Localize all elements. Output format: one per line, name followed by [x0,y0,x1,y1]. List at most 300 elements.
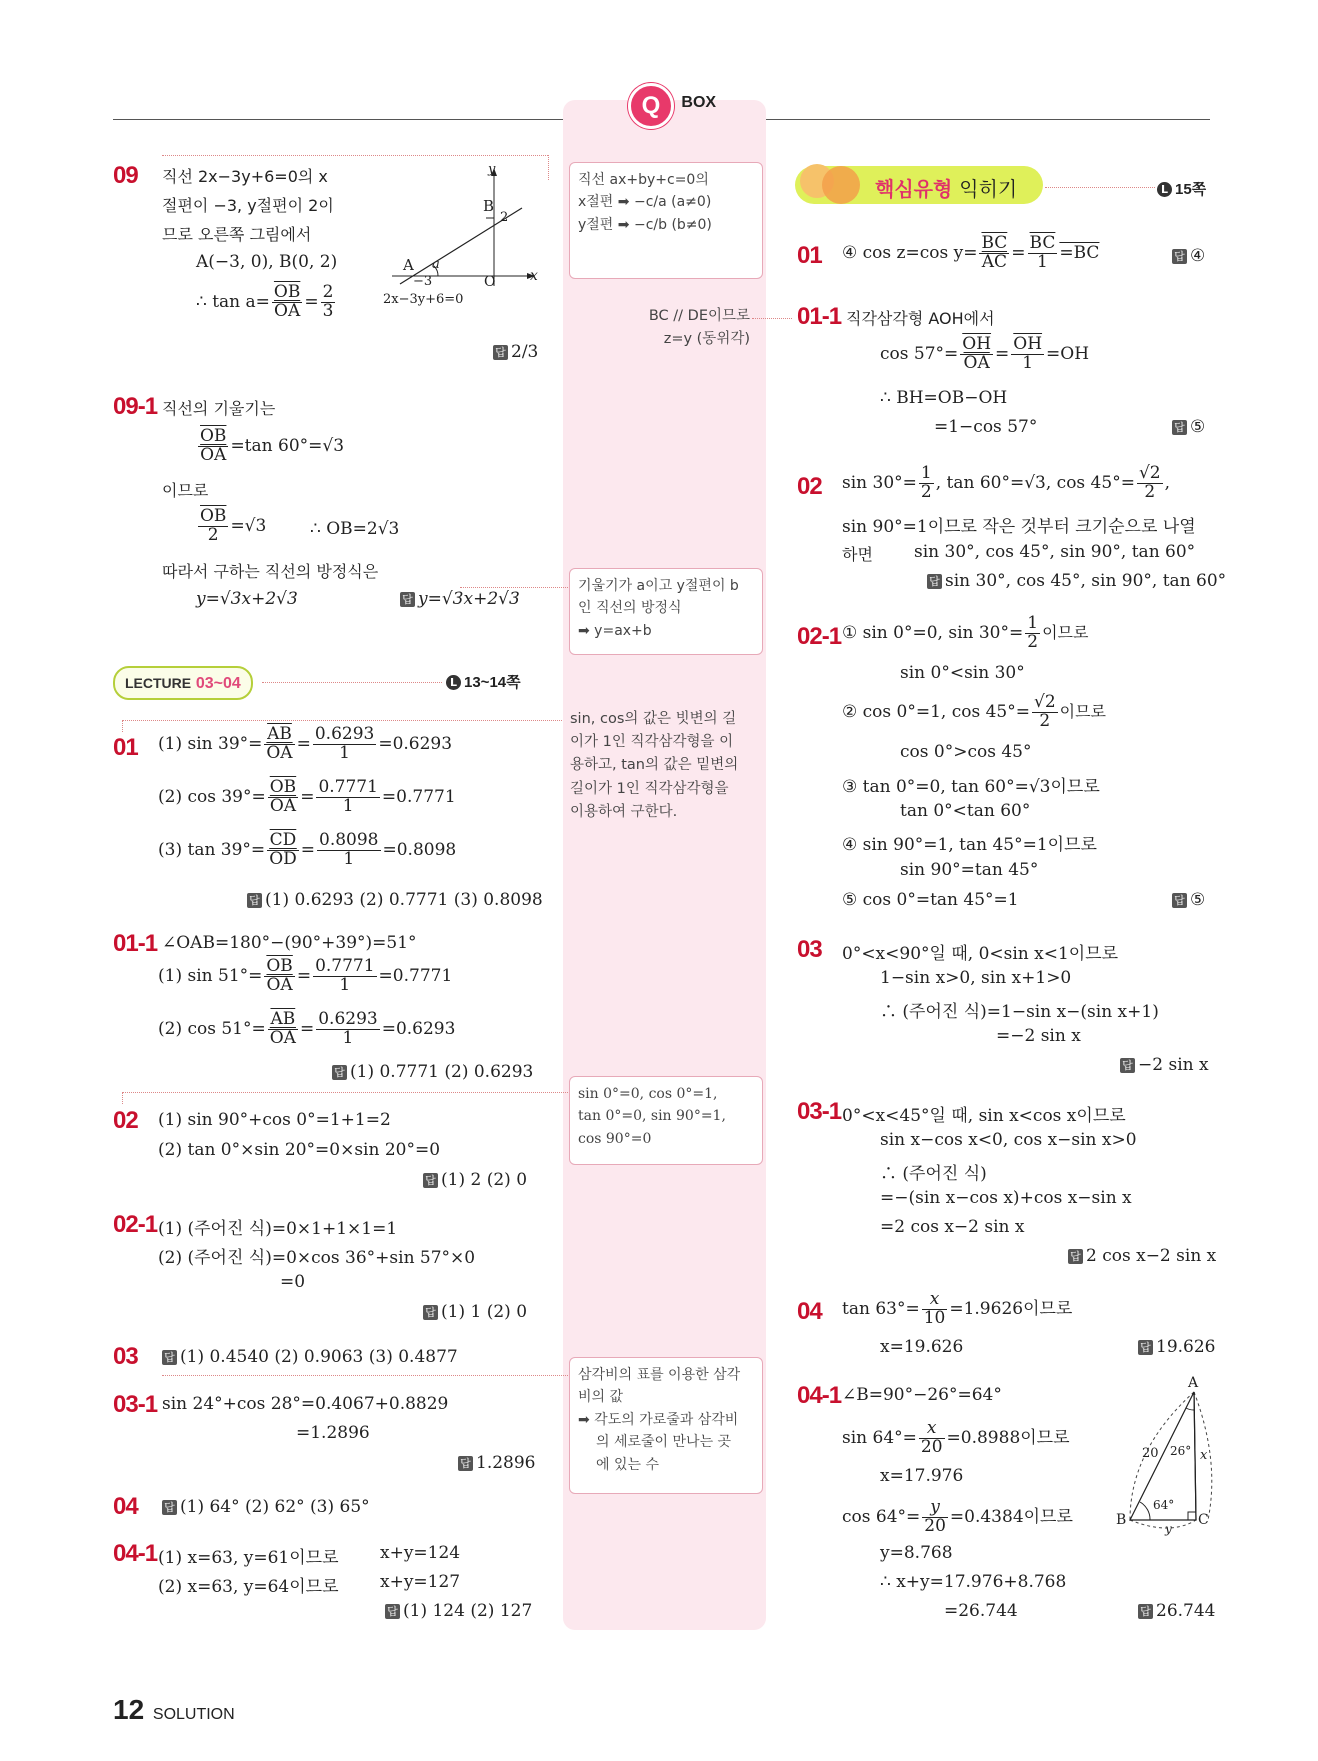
problem-num-09: 09 [113,162,138,189]
r011-oh: $\overline{OH}$ [962,334,992,354]
r011-oh-oa [960,336,993,373]
p01-a: (1) sin 39°= $\frac{\overline{AB}}{OA}$ = $\frac{0.6293}{1}$ =0.6293 [158,724,453,763]
p01-oa: OA [266,742,293,763]
p011-ob: $\overline{OB}$ [266,956,293,976]
graph-x-label: x [530,268,538,284]
p011-oa: OA [266,974,293,995]
connector-02 [122,1092,568,1093]
p01-v2-1 [316,779,379,816]
p09-line5 [196,284,337,321]
connector-01-v [122,720,123,732]
r02-sq2: √2 [1138,463,1161,483]
r03-answer-value: −2 sin x [1138,1055,1209,1075]
note3-line2: 인 직선의 방정식 [578,600,682,617]
p011-v2-1 [316,1011,379,1048]
p021-line3: =0 [280,1272,306,1292]
answer-icon: 답 [493,345,508,360]
r041-twenty: 20 [920,1436,943,1457]
note4-line1: sin, cos의 값은 빗변의 길 [570,711,737,727]
r01-bc: $\overline{BC}$ [981,233,1008,253]
p091-ob: $\overline{OB}$ [200,426,227,446]
graph-origin: O [484,274,496,290]
r041-line4: ∴ x+y=17.976+8.768 [880,1572,1067,1592]
problem-num-02-1-right: 02-1 [797,623,842,650]
r02-line3a: 하면 [842,545,873,564]
note5-line3: cos 90°=0 [578,1130,652,1147]
problem-num-04-right: 04 [797,1298,822,1325]
core-pages [1157,178,1206,199]
p021-answer-value: (1) 1 (2) 0 [441,1302,528,1322]
p091-frac2 [196,508,266,545]
note2-line1: BC // DE이므로 [648,308,750,324]
p031-answer [458,1453,535,1473]
r02-two2: 2 [1144,481,1156,502]
p021-answer [423,1302,527,1322]
note3-line3: ➡ y=ax+b [578,622,652,639]
p09-eq: = [304,291,319,312]
r021-b2: cos 0°>cos 45° [900,742,1032,762]
r011-oh-1 [1011,336,1044,373]
p01-cd-od [267,832,299,869]
tri-x: x [1200,1448,1208,1463]
qbox-label: BOX [681,94,717,111]
p01-one-b: 1 [342,795,354,816]
note1-line3: y절편 ➡ −c/b (b≠0) [578,216,712,233]
answer-icon: 답 [458,1456,473,1471]
answer-icon: 답 [385,1604,400,1619]
tri-side-20: 20 [1142,1446,1159,1461]
answer-icon: 답 [1172,249,1187,264]
answer-icon: 답 [1120,1058,1135,1073]
p091-ob-2 [198,508,228,545]
p091-line2: 이므로 [162,481,209,500]
r03-line4: =−2 sin x [996,1026,1081,1046]
r011-answer [1172,417,1205,437]
r01-bc-1 [1028,235,1058,272]
r041-line1: ∠B=90°−26°=64° [842,1385,1002,1405]
connector-01 [122,720,562,721]
p01-v3-1 [317,832,380,869]
r02-line3b: sin 30°, cos 45°, sin 90°, tan 60° [914,542,1196,562]
r041-cos-label: cos 64°= [842,1506,921,1527]
footer-page-number: 12 [113,1694,145,1725]
r041-x: x [919,1420,945,1439]
answer-icon: 답 [247,893,262,908]
p041-line1a: (1) x=63, y=61이므로 [158,1548,339,1568]
problem-num-03-1-right: 03-1 [797,1098,842,1125]
answer-icon: 답 [423,1305,438,1320]
note6-line4: 의 세로줄이 만나는 곳 [596,1434,732,1451]
r04-x-10 [922,1291,948,1328]
r021-e: ⑤ cos 0°=tan 45°=1 [842,890,1019,910]
r041-sin-tail: =0.8988이므로 [946,1427,1070,1448]
p011-v2: 0.6293 [318,1009,378,1029]
p011-a-label: (1) sin 51°= [158,965,263,986]
note6-line5: 에 있는 수 [596,1456,659,1473]
r021-one: 1 [1027,613,1039,633]
p09-answer [493,342,538,362]
note1-line1: 직선 ax+by+c=0의 [578,172,709,188]
p09-line1: 직선 2x−3y+6=0의 x [162,167,328,186]
p011-answer [332,1062,533,1082]
tri-angle-64: 64° [1153,1498,1175,1512]
answer-icon: 답 [1138,1340,1153,1355]
p091-frac1 [196,428,344,465]
p01-ab: $\overline{AB}$ [264,726,294,745]
p091-ob-result: ∴ OB=2√3 [310,519,400,539]
lecture-badge [113,666,253,700]
p011-ab: $\overline{AB}$ [268,1011,298,1030]
p011-ab-oa [268,1011,298,1048]
note4-line5: 이용하여 구한다. [570,803,678,820]
r021-sq2: √2 [1033,692,1056,712]
r011-line1: 직각삼각형 AOH에서 [846,309,995,328]
p04-line1 [162,1497,370,1517]
p01-b-label: (2) cos 39°= [158,786,266,807]
r04-answer [1138,1337,1215,1357]
r041-twenty2: 20 [924,1515,946,1536]
r041-y: y [922,1499,948,1518]
answer-icon: 답 [162,1500,177,1515]
p03-line1 [162,1347,458,1367]
p01-ob: $\overline{OB}$ [269,777,297,797]
p011-r1: =0.7771 [378,965,453,986]
qbox-note-line-equation [569,568,763,655]
r021-sqrt2-2 [1032,694,1058,731]
p02-answer [423,1170,527,1190]
p021-line2: (2) (주어진 식)=0×cos 36°+sin 57°×0 [158,1248,476,1268]
qbox-note-table [569,1357,763,1494]
p09-line2: 절편이 −3, y절편이 2이 [162,196,334,215]
p091-two: 2 [207,524,219,545]
p011-b: (2) cos 51°= $\frac{\overline{AB}}{OA}$ = $\frac{0.6293}{1}$ =0.6293 [158,1009,456,1048]
r02-two: 2 [920,481,932,502]
problem-num-03-1-left: 03-1 [113,1391,158,1418]
p011-answer-value: (1) 0.7771 (2) 0.6293 [350,1062,534,1082]
footer [113,1694,235,1726]
answer-icon: 답 [423,1173,438,1188]
qbox-note-parallel [634,305,750,351]
r01-bc-ac [979,235,1009,272]
p01-od: OD [269,848,297,869]
p01-one-a: 1 [339,742,350,763]
p01-ob-oa [268,779,298,816]
r041-cos [842,1499,1073,1536]
p011-v1-1 [313,958,376,995]
r04-answer-value: 19.626 [1156,1337,1216,1357]
p01-one-c: 1 [343,848,355,869]
r031-answer-value: 2 cos x−2 sin x [1086,1246,1217,1266]
answer-icon: 답 [1138,1604,1153,1619]
p031-line1: sin 24°+cos 28°=0.4067+0.8829 [162,1394,449,1414]
core-title-b: 익히기 [959,177,1018,201]
p01-v2: 0.7771 [318,777,378,797]
answer-icon: 답 [332,1065,347,1080]
r011-oh2: $\overline{OH}$ [1013,334,1043,354]
graph-angle-a: a [432,257,440,272]
r03-line1: 0°<x<90°일 때, 0<sin x<1이므로 [842,944,1119,964]
p011-ob-oa [264,958,294,995]
connector-09 [162,155,548,156]
p091-oa: OA [200,444,227,465]
problem-num-09-1: 09-1 [113,393,158,420]
r031-answer [1068,1246,1216,1266]
p01-r3: =0.8098 [382,839,457,860]
core-dots [1045,187,1155,188]
lecture-pages [446,671,521,692]
r041-x-20 [919,1420,945,1457]
r041-cos-tail: =0.4384이므로 [949,1506,1073,1527]
lecture-dots [262,682,442,683]
p01-v1: 0.6293 [314,724,375,744]
r01-line: ④ cos z=cos y= $\frac{\overline{BC}}{AC}$ = $\frac{\overline{BC}}{1}$ =BC [842,233,1100,272]
r041-line5: =26.744 [944,1601,1018,1621]
note6-line2: 비의 값 [578,1389,624,1406]
problem-num-02-1-left: 02-1 [113,1211,158,1238]
p031-answer-value: 1.2896 [476,1453,536,1473]
r011-oa: OA [963,352,990,373]
r02-sqrt2-2 [1137,465,1163,502]
note4-line4: 길이가 1인 직각삼각형을 [570,780,729,797]
connector-09-v [548,155,549,180]
answer-icon: 답 [927,574,942,589]
note6-line3: ➡ 각도의 가로줄과 삼각비 [578,1411,739,1428]
p09-frac-ob-oa [272,284,302,321]
connector-r011 [752,318,792,319]
r04-label: tan 63°= [842,1298,920,1319]
r01-label: ④ cos z=cos y= [842,242,978,263]
r011-cos: cos 57°= $\frac{\overline{OH}}{OA}$ = $\frac{\overline{OH}}{1}$ =OH [880,334,1090,373]
p041-line2b: x+y=127 [380,1572,461,1592]
p01-v3: 0.8098 [319,830,379,850]
answer-icon: 답 [1172,893,1187,908]
answer-icon: 답 [1068,1249,1083,1264]
r011-line3: =1−cos 57° [934,417,1038,437]
r031-line4: =−(sin x−cos x)+cos x−sin x [880,1188,1132,1208]
p01-r1: =0.6293 [378,733,453,754]
r04-line2: x=19.626 [880,1337,964,1357]
r04-ten: 10 [923,1307,946,1328]
qbox-header [628,83,716,129]
p09-answer-value: 2/3 [511,342,539,362]
r021-a2: sin 0°<sin 30° [900,663,1025,683]
r021-two: 2 [1027,631,1039,652]
graph-two: 2 [500,210,509,225]
p011-a: (1) sin 51°= $\frac{\overline{OB}}{OA}$ = $\frac{0.7771}{1}$ =0.7771 [158,956,453,995]
r01-result: =BC [1059,242,1100,263]
p021-line1: (1) (주어진 식)=0×1+1×1=1 [158,1219,398,1239]
r011-answer-value: ⑤ [1190,417,1206,437]
p091-answer [400,589,520,609]
core-title-a: 핵심유형 [875,177,953,201]
p011-one-b: 1 [342,1027,354,1048]
p091-tan60: =tan 60°=√3 [230,435,345,456]
tri-angle-26: 26° [1170,1444,1192,1458]
r02-line1 [842,465,1170,502]
r04-line1 [842,1291,1072,1328]
lecture-range: 03~04 [195,675,241,692]
problem-num-03-left: 03 [113,1343,138,1370]
r031-line3: ∴ (주어진 식) [880,1164,987,1184]
connector-091 [460,587,568,588]
p091-equation: y=√3x+2√3 [196,589,298,609]
note2-line2: z=y (동위각) [663,331,750,348]
p01-answer-value: (1) 0.6293 (2) 0.7771 (3) 0.8098 [265,890,543,910]
core-pages-text: 15쪽 [1175,181,1207,198]
answer-icon: 답 [400,592,415,607]
r021-a [842,615,1088,652]
p09-two: 2 [322,282,334,302]
problem-num-02-right: 02 [797,473,822,500]
connector-02-v [122,1092,123,1104]
p041-answer-value: (1) 124 (2) 127 [403,1601,533,1621]
r01-answer-value: ④ [1190,246,1206,266]
r021-answer-value: ⑤ [1190,890,1206,910]
problem-num-03-right: 03 [797,936,822,963]
r02-tan60-cos45: , tan 60°=√3, cos 45°= [935,472,1135,493]
core-title [875,173,1017,202]
r04-x: x [922,1291,948,1310]
problem-num-04-1-left: 04-1 [113,1540,158,1567]
p09-tan-label: ∴ tan a= [196,291,270,312]
r041-line3: y=8.768 [880,1543,953,1563]
core-header-circle-2 [822,166,860,204]
p091-ob-oa [198,428,228,465]
problem-num-01-left: 01 [113,734,138,761]
p091-line3: 따라서 구하는 직선의 방정식은 [162,562,379,581]
r02-half [919,465,934,502]
p09-line4: A(−3, 0), B(0, 2) [196,252,338,272]
p02-line2: (2) tan 0°×sin 20°=0×sin 20°=0 [158,1140,441,1160]
p01-oa2: OA [269,795,297,816]
p01-ab-oa [264,726,294,763]
p01-cd: $\overline{CD}$ [267,832,299,851]
r021-answer [1172,890,1205,910]
r02-one: 1 [920,463,932,483]
p011-v1: 0.7771 [315,956,375,976]
r011-result: =OH [1046,343,1090,364]
p02-line1: (1) sin 90°+cos 0°=1+1=2 [158,1110,391,1130]
r021-a-label: ① sin 0°=0, sin 30°= [842,622,1024,643]
r011-one: 1 [1022,352,1034,373]
r041-sin-label: sin 64°= [842,1427,917,1448]
r031-line1: 0°<x<45°일 때, sin x<cos x이므로 [842,1106,1126,1126]
connector-03 [162,1375,568,1376]
page-ref-icon: L [1157,182,1172,197]
r021-two2: 2 [1039,710,1051,731]
footer-label: SOLUTION [152,1706,235,1723]
r02-line2: sin 90°=1이므로 작은 것부터 크기순으로 나열 [842,517,1196,537]
problem-num-04-left: 04 [113,1493,138,1520]
p041-line2a: (2) x=63, y=64이므로 [158,1577,339,1597]
p02-answer-value: (1) 2 (2) 0 [441,1170,528,1190]
p091-sqrt3: =√3 [230,515,267,536]
p091-ob2: $\overline{OB}$ [200,506,227,526]
answer-icon: 답 [1172,420,1187,435]
r021-half [1025,615,1040,652]
problem-num-02-left: 02 [113,1107,138,1134]
p04-answer-value: (1) 64° (2) 62° (3) 65° [180,1497,370,1517]
page-ref-icon: L [446,675,461,690]
r01-answer [1172,246,1205,266]
p01-b: (2) cos 39°= $\frac{\overline{OB}}{OA}$ = $\frac{0.7771}{1}$ =0.7771 [158,777,456,816]
graph-eq: 2x−3y+6=0 [383,292,464,307]
lecture-pages-text: 13~14쪽 [464,674,521,691]
note1-line2: x절편 ➡ −c/a (a≠0) [578,194,712,211]
tri-y: y [1165,1522,1172,1536]
p011-line1: ∠OAB=180°−(90°+39°)=51° [162,933,417,953]
r021-a-tail: 이므로 [1042,622,1089,642]
problem-num-01-right: 01 [797,242,822,269]
p01-a-label: (1) sin 39°= [158,733,263,754]
qbox-note-special-values [569,1076,763,1165]
p041-answer [385,1601,532,1621]
r041-answer-value: 26.744 [1156,1601,1216,1621]
p091-answer-value: y=√3x+2√3 [418,589,520,609]
r03-answer [1120,1055,1209,1075]
r021-c: ③ tan 0°=0, tan 60°=√3이므로 [842,777,1100,797]
note4-line3: 용하고, tan의 값은 밑변의 [570,757,739,774]
tri-a: A [1188,1375,1199,1391]
tri-b: B [1116,1512,1127,1528]
p011-b-label: (2) cos 51°= [158,1018,266,1039]
graph-point-b: B [483,197,495,215]
note6-line1: 삼각비의 표를 이용한 삼각 [578,1367,741,1383]
p09-ob: $\overline{OB}$ [273,282,301,302]
p09-frac-2-3 [321,284,336,321]
r04-tail: =1.9626이므로 [949,1298,1073,1319]
graph-minus3: −3 [413,274,433,289]
r021-b [842,694,1106,731]
p01-answer [247,890,543,910]
r041-answer [1138,1601,1215,1621]
qbox-note-intercepts [569,162,763,279]
r02-comma: , [1164,472,1170,493]
r03-line3: ∴ (주어진 식)=1−sin x−(sin x+1) [880,1002,1159,1022]
r011-label: cos 57°= [880,343,959,364]
p01-c: (3) tan 39°= $\frac{\overline{CD}}{OD}$ = $\frac{0.8098}{1}$ =0.8098 [158,830,457,869]
note5-line2: tan 0°=0, sin 90°=1, [578,1108,726,1125]
r021-d: ④ sin 90°=1, tan 45°=1이므로 [842,835,1097,855]
r03-line2: 1−sin x>0, sin x+1>0 [880,968,1072,988]
r01-bc2: $\overline{BC}$ [1029,233,1056,253]
r02-answer-value: sin 30°, cos 45°, sin 90°, tan 60° [945,571,1227,591]
r01-ac: AC [981,251,1008,272]
answer-icon: 답 [162,1350,177,1365]
r021-c2: tan 0°<tan 60° [900,801,1031,821]
r031-line2: sin x−cos x<0, cos x−sin x>0 [880,1130,1137,1150]
r041-sin [842,1420,1070,1457]
lecture-prefix: LECTURE [125,675,192,691]
p01-v1-1 [313,726,376,763]
r02-sin30: sin 30°= [842,472,917,493]
r021-b-label: ② cos 0°=1, cos 45°= [842,701,1030,722]
r041-line2: x=17.976 [880,1466,964,1486]
problem-num-04-1-right: 04-1 [797,1382,842,1409]
p031-line2: =1.2896 [296,1423,370,1443]
r011-line2: ∴ BH=OB−OH [880,388,1008,408]
r021-b-tail: 이므로 [1059,701,1107,721]
p03-answer-value: (1) 0.4540 (2) 0.9063 (3) 0.4877 [180,1347,458,1367]
p011-oa2: OA [269,1027,296,1048]
p09-oa: OA [274,300,301,321]
r01-one: 1 [1037,251,1048,272]
note4-line2: 이가 1인 직각삼각형을 이 [570,734,734,751]
note5-line1: sin 0°=0, cos 0°=1, [578,1086,718,1102]
qbox-note-sin-cos [570,708,755,824]
problem-num-01-1-right: 01-1 [797,303,842,330]
r041-y-20 [922,1499,948,1536]
